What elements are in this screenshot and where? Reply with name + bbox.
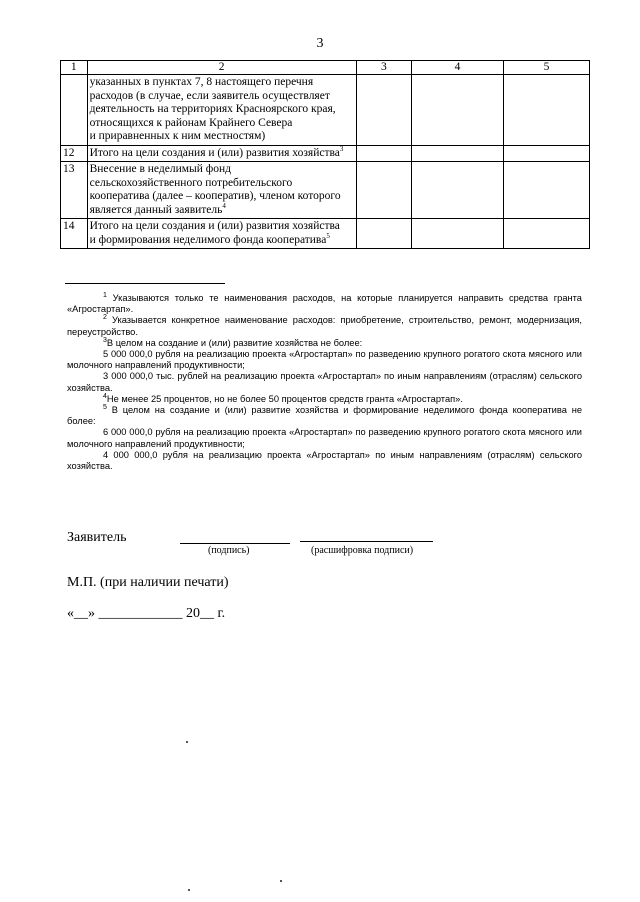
description-line: расходов (в случае, если заявитель осуществляет (89, 89, 330, 102)
date-line: «__» ____________ 20__ г. (67, 606, 226, 621)
empty-cell (412, 75, 504, 146)
row-description (87, 145, 356, 162)
description-line: деятельность на территориях Красноярского края, (89, 103, 336, 115)
footnotes (67, 293, 582, 472)
header-cell: 3 (356, 61, 411, 75)
header-cell: 5 (503, 61, 589, 75)
row-description (87, 75, 356, 146)
footnote-3b (67, 371, 582, 393)
empty-cell (503, 219, 589, 249)
footnote-text: В целом на создание и (или) развитие хозяйства не более: (106, 337, 363, 348)
table-header-row (61, 61, 590, 75)
page-number: 3 (316, 36, 324, 51)
footnote-text: Указываются только те наименования расходов, на которые планируется направить средства гранта «Агростартап». (67, 293, 582, 315)
footnote-separator (65, 283, 225, 284)
footnote-marker: 5 (103, 403, 107, 411)
table-row (61, 145, 590, 162)
footnote-text: В целом на создание и (или) развитие хозяйства и формирование неделимого фонда кооператива не более: (67, 405, 582, 427)
header-cell: 2 (87, 61, 356, 75)
header-cell: 4 (412, 61, 504, 75)
stamp-place: М.П. (при наличии печати) (67, 575, 229, 590)
footnote-2 (67, 315, 582, 337)
description-line: Итого на цели создания и (или) развития хозяйства (89, 220, 340, 232)
footnote-text: 5 000 000,0 рубля на реализацию проекта «Агростартап» по разведению крупного рогатого скота мясного или молочного направлений продуктивности; (67, 349, 582, 371)
footnote-marker: 1 (103, 291, 107, 299)
empty-cell (503, 145, 589, 162)
scan-speck (280, 880, 282, 882)
signature-line (180, 543, 290, 544)
footnote-ref: 5 (326, 231, 330, 240)
description-line: кооператива (далее – кооператив), членом которого (89, 190, 341, 202)
footnote-ref: 4 (222, 201, 226, 210)
footnote-ref: 3 (339, 144, 344, 153)
scan-speck (188, 889, 190, 891)
footnote-text: 6 000 000,0 рубля на реализацию проекта «Агростартап» по разведению крупного рогатого скота мясного или молочного направлений продуктивности; (67, 427, 582, 449)
signature-decode-line (300, 541, 433, 542)
description-line: относящихся к районам Крайнего Севера (89, 116, 293, 129)
description-line: является данный заявитель (89, 203, 223, 216)
description-line: Итого на цели создания и (или) развития хозяйства (89, 146, 340, 159)
row-number: 12 (61, 145, 88, 162)
empty-cell (356, 219, 411, 249)
empty-cell (356, 75, 411, 146)
footnote-3a (67, 349, 582, 371)
signature-caption: (подпись) (208, 545, 250, 556)
empty-cell (503, 162, 589, 219)
row-number (61, 75, 88, 146)
footnote-3 (67, 338, 582, 349)
footnote-marker: 2 (103, 314, 107, 322)
empty-cell (412, 162, 504, 219)
header-cell: 1 (61, 61, 88, 75)
empty-cell (356, 162, 411, 219)
footnote-1 (67, 293, 582, 315)
applicant-label: Заявитель (67, 530, 127, 545)
description-line: Внесение в неделимый фонд (89, 163, 231, 175)
footnote-text: 4 000 000,0 рубля на реализацию проекта «Агростартап» по иным направлениям (отраслям) сельского хозяйства. (67, 449, 582, 472)
scan-speck (186, 741, 188, 743)
footnote-marker: 4 (103, 392, 107, 400)
footnote-text: Указывается конкретное наименование расходов: приобретение, строительство, ремонт, модернизация, переустройство. (67, 315, 582, 337)
description-line: и формирования неделимого фонда кооператива (89, 233, 327, 246)
table-row (61, 75, 590, 146)
row-number: 13 (61, 162, 88, 219)
expenses-table (60, 60, 590, 249)
table-row (61, 219, 590, 249)
footnote-4 (67, 394, 582, 405)
description-line: сельскохозяйственного потребительского (89, 176, 293, 189)
empty-cell (412, 145, 504, 162)
footnote-text: 3 000 000,0 тыс. рублей на реализацию проекта «Агростартап» по иным направлениям (отраслям) сельского хозяйства. (67, 371, 582, 393)
footnote-5 (67, 405, 582, 427)
row-number: 14 (61, 219, 88, 249)
description-line: и приравненных к ним местностям) (89, 130, 266, 142)
footnote-5b (67, 450, 582, 472)
footnote-5a (67, 427, 582, 449)
signature-decode-caption: (расшифровка подписи) (311, 545, 414, 556)
empty-cell (356, 145, 411, 162)
footnote-marker: 3 (103, 336, 107, 344)
row-description (87, 219, 356, 249)
table-row (61, 162, 590, 219)
footnote-text: Не менее 25 процентов, но не более 50 процентов средств гранта «Агростартап». (106, 393, 463, 404)
empty-cell (412, 219, 504, 249)
description-line: указанных в пунктах 7, 8 настоящего перечня (89, 76, 314, 88)
empty-cell (503, 75, 589, 146)
row-description (87, 162, 356, 219)
